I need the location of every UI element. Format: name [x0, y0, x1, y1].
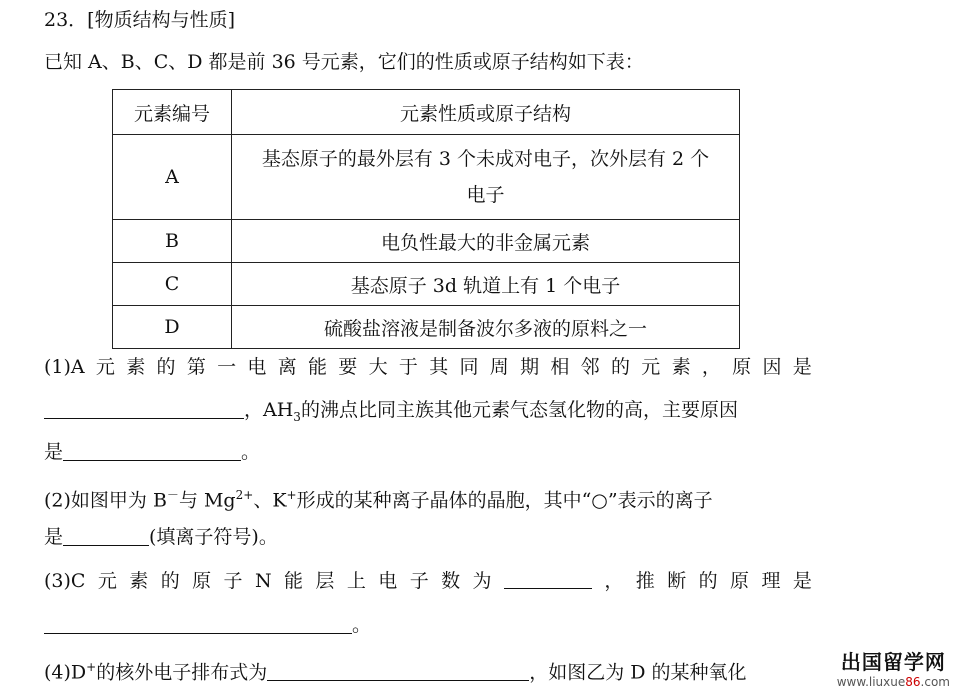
question-2-line2	[44, 524, 278, 550]
q4-text: (4)D	[44, 661, 87, 684]
watermark-url	[837, 675, 950, 689]
q1-text: 的沸点比同主族其他元素气态氢化物的高，主要原因	[300, 399, 738, 421]
q1-word: 素	[126, 356, 146, 378]
header-properties: 元素性质或原子结构	[232, 90, 740, 135]
answer-blank[interactable]	[44, 613, 352, 634]
q3-word: 原	[730, 570, 750, 592]
q3-word: 的	[698, 570, 718, 592]
q3-word: 能	[284, 570, 304, 592]
element-desc-cell: 电负性最大的非金属元素	[232, 220, 740, 263]
q1-word: 因	[762, 356, 782, 378]
site-watermark	[837, 646, 950, 689]
q2-superscript: －	[166, 488, 179, 502]
q1-word: 电	[247, 356, 267, 378]
answer-blank[interactable]	[63, 525, 149, 546]
q3-word: 理	[761, 570, 781, 592]
q1-word: 离	[277, 356, 297, 378]
q3-word: 是	[792, 570, 812, 592]
q3-word: 子	[223, 570, 243, 592]
q1-word: 其	[429, 356, 449, 378]
q3-word: 子	[409, 570, 429, 592]
watermark-title: 出国留学网	[840, 650, 946, 674]
q3-word: N	[254, 570, 272, 592]
q1-word: (1)A	[44, 356, 85, 378]
q4-text: 的核外电子排布式为	[96, 661, 268, 684]
q2-text: 、K	[253, 489, 287, 512]
element-desc-cell	[232, 135, 740, 220]
table-row	[113, 306, 740, 349]
table-row	[113, 220, 740, 263]
q1-word: 于	[398, 356, 418, 378]
q3-word: 上	[346, 570, 366, 592]
table-row	[113, 135, 740, 220]
q1-word: 是	[792, 356, 812, 378]
q2-text: 形成的某种离子晶体的晶胞，其中“○”表示的离子	[296, 489, 713, 512]
watermark-url-part: 86	[905, 675, 921, 689]
q1-word: 的	[156, 356, 176, 378]
q1-word: 期	[520, 356, 540, 378]
header-element-id: 元素编号	[113, 90, 232, 135]
q1-word: 原	[732, 356, 752, 378]
q1-subscript: 3	[293, 409, 301, 424]
q2-text: (2)如图甲为 B	[44, 489, 167, 512]
element-id-cell: C	[113, 263, 232, 306]
q1-word: ，	[701, 356, 721, 378]
q1-word: 能	[308, 356, 328, 378]
watermark-url-part: www.liuxue	[836, 675, 906, 689]
q3-word: 的	[160, 570, 180, 592]
answer-blank[interactable]	[267, 660, 529, 681]
table-row	[113, 263, 740, 306]
element-id-cell: A	[113, 135, 232, 220]
question-1-line3	[44, 439, 260, 465]
q1-word: 第	[186, 356, 206, 378]
question-2-line1	[44, 482, 713, 513]
q3-word: (3)C	[44, 570, 86, 592]
q1-word: 周	[489, 356, 509, 378]
q2-text: (填离子符号)。	[149, 526, 278, 548]
question-3-line2	[44, 612, 371, 638]
question-3-line1	[44, 568, 812, 594]
table-header-row	[113, 90, 740, 135]
q3-word: 元	[97, 570, 117, 592]
q3-text: 。	[352, 614, 372, 636]
q3-word: 数	[441, 570, 461, 592]
q1-word: 邻	[580, 356, 600, 378]
q3-word: 素	[129, 570, 149, 592]
watermark-url-part: .com	[920, 675, 950, 689]
answer-blank[interactable]	[44, 398, 244, 419]
element-desc-cell: 基态原子 3d 轨道上有 1 个电子	[232, 263, 740, 306]
q1-text: 是	[44, 441, 64, 463]
q1-word: 元	[95, 356, 115, 378]
q1-word: 的	[610, 356, 630, 378]
q2-superscript: 2+	[235, 488, 254, 502]
q3-word: 断	[667, 570, 687, 592]
element-properties-table	[112, 89, 740, 349]
q2-text: 与 Mg	[178, 489, 236, 512]
q4-text: ，如图乙为 D 的某种氧化	[529, 661, 747, 684]
question-4-line1	[44, 654, 747, 685]
element-desc-cell: 硫酸盐溶液是制备波尔多液的原料之一	[232, 306, 740, 349]
question-heading: 23．[物质结构与性质]	[44, 9, 236, 31]
q3-word: 推	[635, 570, 655, 592]
question-1-line1	[44, 354, 812, 380]
q3-word: 电	[378, 570, 398, 592]
desc-line: 电子	[466, 184, 505, 206]
q3-word: 原	[192, 570, 212, 592]
q1-word: 大	[368, 356, 388, 378]
q1-word: 元	[641, 356, 661, 378]
answer-blank[interactable]	[504, 568, 592, 589]
element-id-cell: D	[113, 306, 232, 349]
q1-text: ，AH	[244, 399, 294, 421]
intro-text: 已知 A、B、C、D 都是前 36 号元素，它们的性质或原子结构如下表：	[44, 51, 644, 73]
desc-line: 基态原子的最外层有 3 个未成对电子，次外层有 2 个	[261, 148, 710, 170]
q1-word: 一	[217, 356, 237, 378]
q1-word: 相	[550, 356, 570, 378]
q3-word: 层	[315, 570, 335, 592]
q1-word: 素	[671, 356, 691, 378]
q3-word: 为	[472, 570, 492, 592]
q3-word: ，	[604, 570, 624, 592]
q4-superscript: +	[86, 660, 97, 674]
q1-text: 。	[241, 441, 261, 463]
answer-blank[interactable]	[63, 440, 241, 461]
q1-word: 要	[338, 356, 358, 378]
q2-text: 是	[44, 526, 64, 548]
element-id-cell: B	[113, 220, 232, 263]
q2-superscript: +	[286, 488, 297, 502]
q1-word: 同	[459, 356, 479, 378]
question-1-line2	[44, 397, 738, 430]
